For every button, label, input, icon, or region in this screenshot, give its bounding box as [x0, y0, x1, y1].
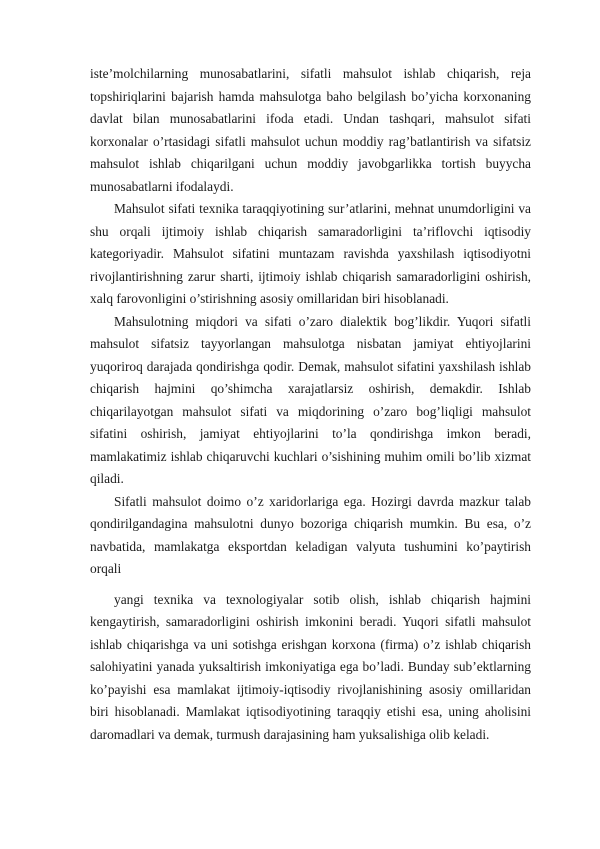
paragraph-4: Sifatli mahsulot doimo o’z xaridorlariga ega. Hozirgi davrda mazkur talab qondirilgandagina mahsulotni dunyo bozoriga chiqarish mumkin. Bu esa, o’z navbatida, mamlakatga eksportdan keladigan valyuta tushumini ko’paytirish orqali [90, 493, 531, 576]
paragraph-5: yangi texnika va texnologiyalar sotib olish, ishlab chiqarish hajmini kengaytirish, samaradorligini oshirish imkonini beradi. Yuqori sifatli mahsulot ishlab chiqarishga va uni sotishga erishgan korxona (firma) o’z ishlab chiqarish salohiyatini yanada yuksaltirish imkoniyatiga ega bo’ladi. Bunday sub’ektlarning ko’payishi esa mamlakat ijtimoiy-iqtisodiy rivojlanishining asosiy omillaridan biri hisoblanadi. Mamlakat iqtisodiyotining taraqqiy etishi esa, uning aholisini daromadlari va demak, turmush darajasining ham yuksalishiga olib keladi. [90, 591, 531, 742]
body-text [90, 63, 531, 746]
paragraph-1: iste’molchilarning munosabatlarini, sifatli mahsulot ishlab chiqarish, reja topshiriqlarini bajarish hamda mahsulotga baho belgilash bo’yicha korxonaning davlat bilan munosabatlarini ifoda etadi. Undan tashqari, mahsulot sifati korxonalar o’rtasidagi sifatli mahsulot uchun moddiy rag’batlantirish va sifatsiz mahsulot ishlab chiqarilgani uchun moddiy javobgarlikka tortish buyycha munosabatlarni ifodalaydi. [90, 66, 531, 194]
paragraph-2: Mahsulot sifati texnika taraqqiyotining sur’atlarini, mehnat unumdorligini va shu orqali ijtimoiy ishlab chiqarish samaradorligini ta’riflovchi iqtisodiy kategoriyadir. Mahsulot sifatini muntazam ravishda yaxshilash iqtisodiyotni rivojlantirishning zarur sharti, ijtimoiy ishlab chiqarish samaradorligini oshirish, xalq farovonligini o’stirishning asosiy omillaridan biri hisoblanadi. [90, 201, 531, 306]
paragraph-3: Mahsulotning miqdori va sifati o’zaro dialektik bog’likdir. Yuqori sifatli mahsulot sifatsiz tayyorlangan mahsulotga nisbatan jamiyat ehtiyojlarini yuqoriroq darajada qondirishga qodir. Demak, mahsulot sifatini yaxshilash ishlab chiqarish hajmini qo’shimcha xarajatlarsiz oshirish, demakdir. Ishlab chiqarilayotgan mahsulot sifati va miqdorining o’zaro bog’liqligi mahsulot sifatini oshirish, jamiyat ehtiyojlarini to’la qondirishga imkon beradi, mamlakatimiz ishlab chiqaruvchi kuchlari o’sishining muhim omili bo’lib xizmat qiladi. [90, 313, 531, 486]
